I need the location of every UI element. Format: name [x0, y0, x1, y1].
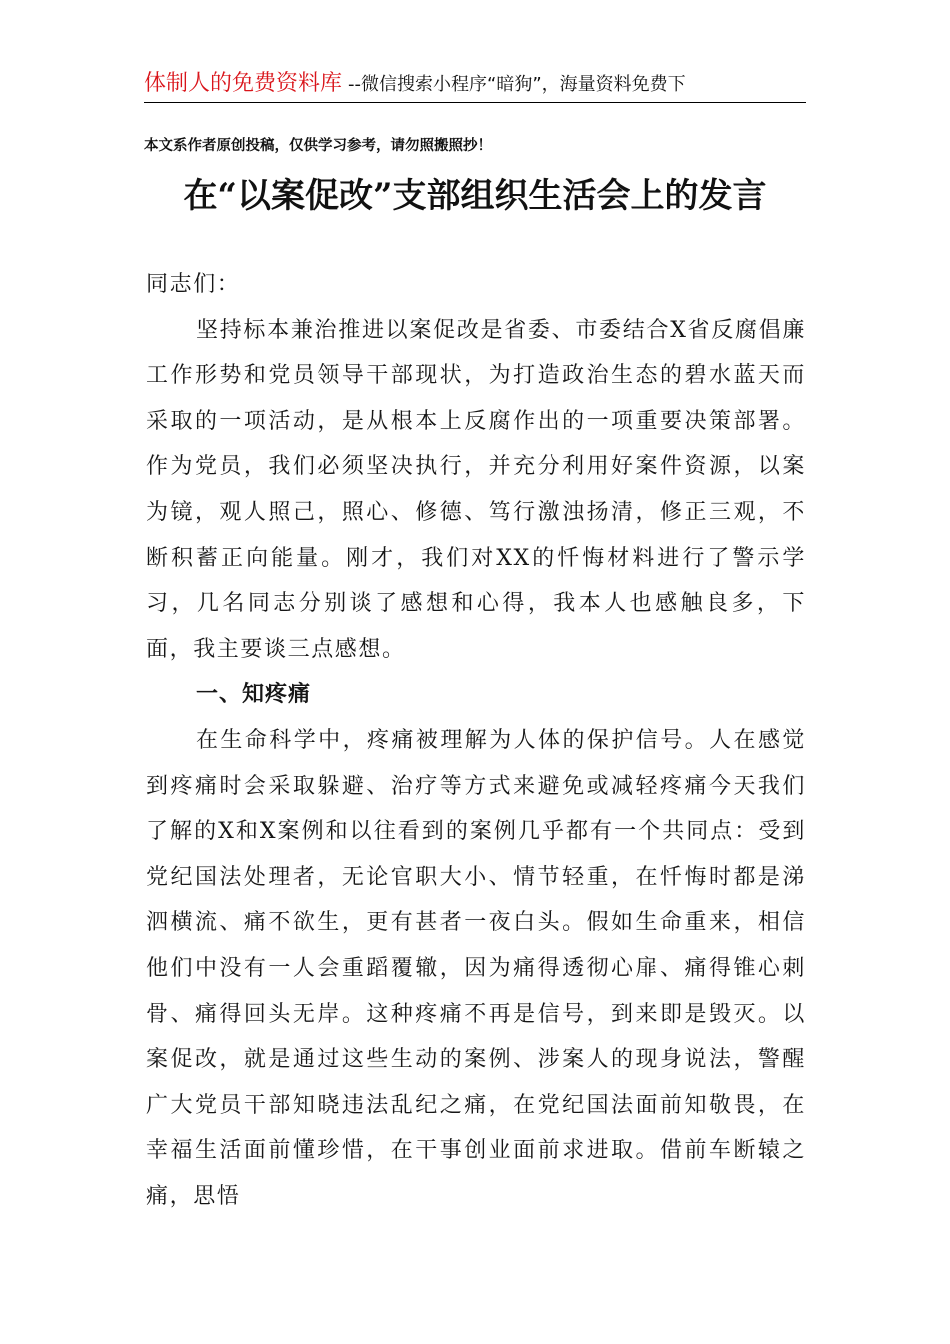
section-heading: 一、知疼痛	[196, 681, 312, 708]
document-body	[146, 262, 806, 1219]
copyright-notice: 本文系作者原创投稿，仅供学习参考，请勿照搬照抄！	[144, 137, 492, 154]
header-banner	[144, 66, 806, 103]
salutation: 同志们：	[146, 272, 241, 297]
intro-paragraph: 坚持标本兼治推进以案促改是省委、市委结合X省反腐倡廉工作形势和党员领导干部现状，为打造政治生态的碧水蓝天而采取的一项活动，是从根本上反腐作出的一项重要决策部署。作为党员，我们必须坚决执行，并充分利用好案件资源，以案为镜，观人照己，照心、修德、笃行激浊扬清，修正三观，不断积蓄正向能量。刚才，我们对XX的忏悔材料进行了警示学习，几名同志分别谈了感想和心得，我本人也感触良多，下面，我主要谈三点感想。	[146, 317, 806, 662]
header-tagline: --微信搜索小程序“暗狗”，海量资料免费下	[348, 74, 686, 95]
header-brand: 体制人的免费资料库	[144, 71, 343, 96]
document-title: 在“以案促改”支部组织生活会上的发言	[183, 176, 767, 216]
section-paragraph: 在生命科学中，疼痛被理解为人体的保护信号。人在感觉到疼痛时会采取躲避、治疗等方式来避免或减轻疼痛今天我们了解的X和X案例和以往看到的案例几乎都有一个共同点：受到党纪国法处理者，无论官职大小、情节轻重，在忏悔时都是涕泗横流、痛不欲生，更有甚者一夜白头。假如生命重来，相信他们中没有一人会重蹈覆辙，因为痛得透彻心扉、痛得锥心刺骨、痛得回头无岸。这种疼痛不再是信号，到来即是毁灭。以案促改，就是通过这些生动的案例、涉案人的现身说法，警醒广大党员干部知晓违法乱纪之痛，在党纪国法面前知敬畏，在幸福生活面前懂珍惜，在干事创业面前求进取。借前车断辕之痛，思悟	[146, 727, 806, 1209]
